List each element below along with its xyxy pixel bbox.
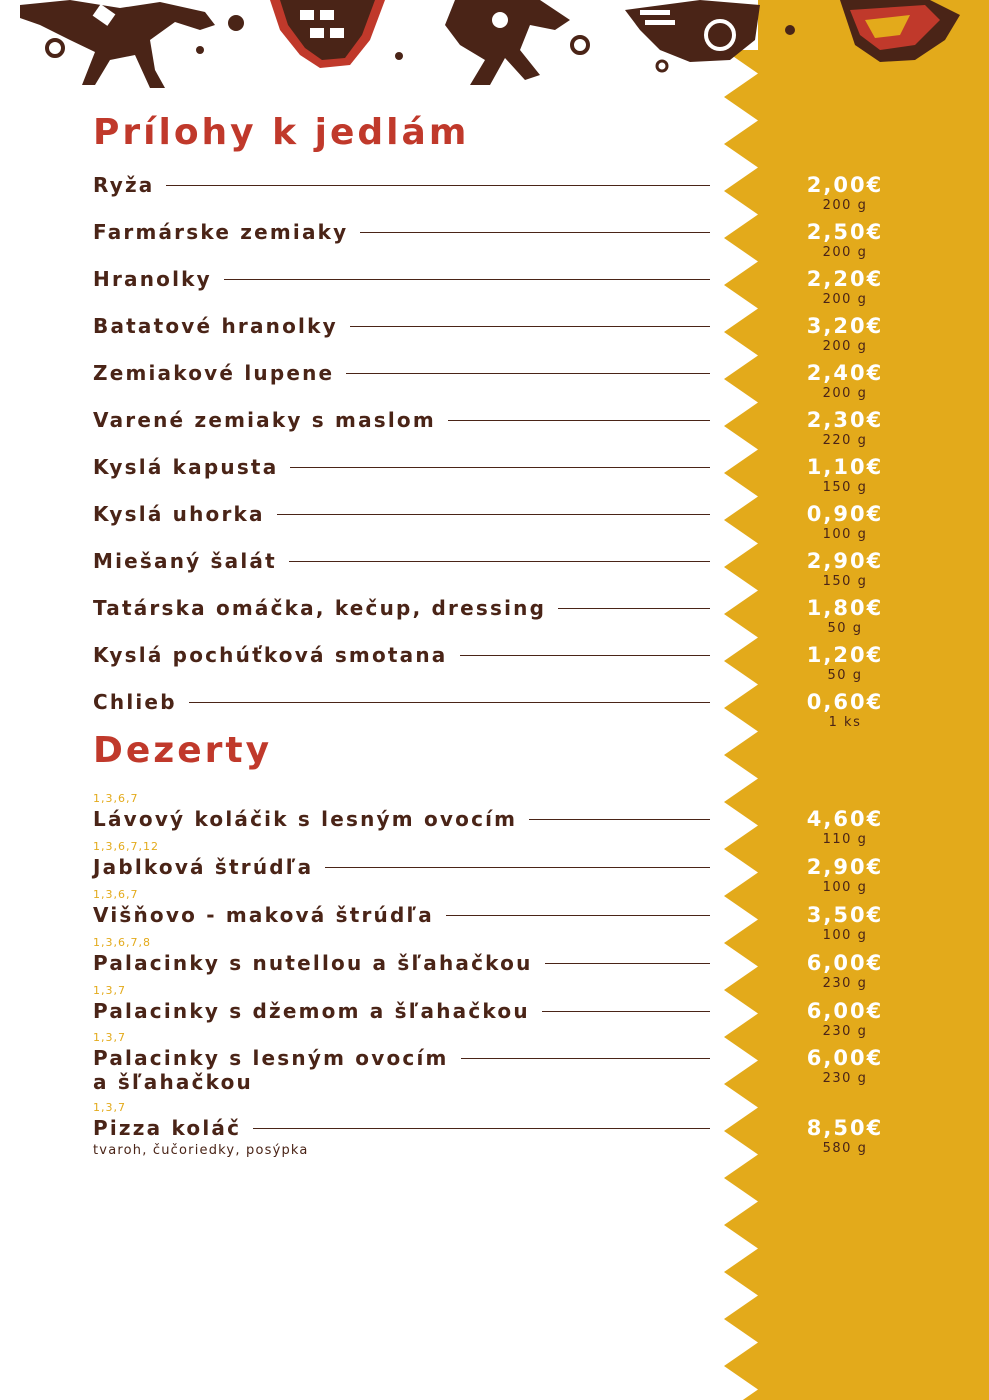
menu-item-weight: 50 g xyxy=(827,668,863,683)
dessert-item-row xyxy=(93,1101,710,1158)
menu-item-weight: 150 g xyxy=(822,480,868,495)
menu-item-price-block xyxy=(780,595,910,637)
menu-item-price-block xyxy=(780,454,910,496)
menu-item-line xyxy=(93,407,710,433)
leader-line xyxy=(166,185,710,186)
menu-item-line xyxy=(93,172,710,198)
menu-item-weight: 220 g xyxy=(822,433,868,448)
leader-line xyxy=(325,867,710,868)
menu-item-price: 1,80€ xyxy=(806,596,884,620)
menu-item-row xyxy=(93,266,710,292)
menu-item-price-block xyxy=(780,548,910,590)
leader-line xyxy=(446,915,710,916)
leader-line xyxy=(460,655,711,656)
dessert-item-price: 6,00€ xyxy=(806,1046,884,1070)
menu-item-line xyxy=(93,219,710,245)
leader-line xyxy=(277,514,710,515)
dessert-item-row xyxy=(93,840,710,880)
menu-item-row xyxy=(93,360,710,386)
menu-item-name: Chlieb xyxy=(93,690,177,714)
menu-item-price: 2,90€ xyxy=(806,549,884,573)
dot-icon xyxy=(572,37,588,53)
dot-icon xyxy=(657,61,667,71)
allergen-codes: 1,3,7 xyxy=(93,984,126,997)
menu-item-weight: 200 g xyxy=(822,245,868,260)
dessert-item-weight: 230 g xyxy=(822,976,868,991)
menu-item-price-block xyxy=(780,407,910,449)
allergen-codes: 1,3,6,7,8 xyxy=(93,936,151,949)
leader-line xyxy=(558,608,710,609)
lizard-icon xyxy=(445,0,570,85)
menu-item-row xyxy=(93,407,710,433)
leader-line xyxy=(529,819,710,820)
menu-item-weight: 200 g xyxy=(822,339,868,354)
leader-line xyxy=(253,1128,710,1129)
menu-item-line xyxy=(93,501,710,527)
dot-icon xyxy=(395,52,403,60)
menu-item-price-block xyxy=(780,313,910,355)
menu-item-price-block xyxy=(780,266,910,308)
dessert-item-row xyxy=(93,1031,710,1093)
dessert-item-name: Višňovo - maková štrúdľa xyxy=(93,903,434,927)
menu-item-price-block xyxy=(780,501,910,543)
menu-item-price: 2,40€ xyxy=(806,361,884,385)
menu-item-line xyxy=(93,642,710,668)
menu-item-price: 1,20€ xyxy=(806,643,884,667)
dessert-item-line xyxy=(93,998,710,1024)
dessert-item-price-block xyxy=(780,950,910,992)
dessert-item-line xyxy=(93,902,710,928)
menu-item-price: 0,90€ xyxy=(806,502,884,526)
menu-item-name: Zemiakové lupene xyxy=(93,361,335,385)
dessert-item-price: 4,60€ xyxy=(806,807,884,831)
allergen-codes: 1,3,6,7 xyxy=(93,888,139,901)
dessert-item-weight: 230 g xyxy=(822,1071,868,1086)
menu-item-weight: 200 g xyxy=(822,386,868,401)
menu-item-price-block xyxy=(780,642,910,684)
dessert-item-price-block xyxy=(780,854,910,896)
leader-line xyxy=(224,279,710,280)
menu-item-row xyxy=(93,501,710,527)
menu-item-row xyxy=(93,689,710,715)
dot-icon xyxy=(47,40,63,56)
dessert-item-name: Pizza koláč xyxy=(93,1116,242,1140)
menu-item-line xyxy=(93,689,710,715)
dessert-item-row xyxy=(93,888,710,928)
menu-item-price: 2,30€ xyxy=(806,408,884,432)
dessert-item-line xyxy=(93,1115,710,1141)
menu-item-price: 1,10€ xyxy=(806,455,884,479)
allergen-codes: 1,3,7 xyxy=(93,1101,126,1114)
dessert-item-name: Palacinky s lesným ovocím xyxy=(93,1046,449,1070)
menu-item-price-block xyxy=(780,219,910,261)
leader-line xyxy=(461,1058,710,1059)
menu-item-weight: 100 g xyxy=(822,527,868,542)
dessert-item-price: 2,90€ xyxy=(806,855,884,879)
menu-item-price: 2,20€ xyxy=(806,267,884,291)
sides-section-title: Prílohy k jedlám xyxy=(93,112,470,153)
menu-item-price: 2,50€ xyxy=(806,220,884,244)
menu-item-name: Tatárska omáčka, kečup, dressing xyxy=(93,596,547,620)
menu-item-name: Ryža xyxy=(93,173,155,197)
menu-item-row xyxy=(93,454,710,480)
dessert-item-price-block xyxy=(780,806,910,848)
bird-icon xyxy=(840,0,960,62)
menu-item-name: Kyslá kapusta xyxy=(93,455,279,479)
menu-item-row xyxy=(93,219,710,245)
dessert-item-name-line2: a šľahačkou xyxy=(93,1070,253,1094)
dessert-item-line xyxy=(93,806,710,832)
menu-item-name: Kyslá uhorka xyxy=(93,502,265,526)
menu-item-price-block xyxy=(780,172,910,214)
leader-line xyxy=(290,467,710,468)
allergen-codes: 1,3,6,7,12 xyxy=(93,840,159,853)
allergen-codes: 1,3,6,7 xyxy=(93,792,139,805)
leader-line xyxy=(350,326,710,327)
menu-item-line xyxy=(93,548,710,574)
dessert-item-description: tvaroh, čučoriedky, posýpka xyxy=(93,1143,309,1158)
menu-item-price-block xyxy=(780,360,910,402)
menu-item-price: 3,20€ xyxy=(806,314,884,338)
menu-item-name: Kyslá pochúťková smotana xyxy=(93,643,448,667)
menu-item-weight: 200 g xyxy=(822,198,868,213)
menu-item-name: Farmárske zemiaky xyxy=(93,220,349,244)
leader-line xyxy=(289,561,710,562)
dessert-item-weight: 110 g xyxy=(822,832,868,847)
dessert-item-price-block xyxy=(780,998,910,1040)
menu-item-line xyxy=(93,595,710,621)
zigzag-border xyxy=(724,50,760,1400)
dessert-item-name: Palacinky s nutellou a šľahačkou xyxy=(93,951,533,975)
dessert-item-weight: 230 g xyxy=(822,1024,868,1039)
menu-item-row xyxy=(93,548,710,574)
menu-item-line xyxy=(93,360,710,386)
dessert-item-price: 3,50€ xyxy=(806,903,884,927)
leader-line xyxy=(346,373,710,374)
menu-item-line xyxy=(93,313,710,339)
dessert-item-price-block xyxy=(780,1115,910,1157)
menu-item-name: Varené zemiaky s maslom xyxy=(93,408,436,432)
dessert-item-price-block xyxy=(780,902,910,944)
leader-line xyxy=(189,702,710,703)
menu-item-weight: 200 g xyxy=(822,292,868,307)
menu-item-row xyxy=(93,172,710,198)
menu-item-name: Miešaný šalát xyxy=(93,549,277,573)
dessert-item-weight: 100 g xyxy=(822,928,868,943)
dessert-item-name: Lávový koláčik s lesným ovocím xyxy=(93,807,518,831)
menu-item-row xyxy=(93,642,710,668)
menu-item-row xyxy=(93,313,710,339)
dessert-item-price: 6,00€ xyxy=(806,951,884,975)
menu-item-line xyxy=(93,454,710,480)
leader-line xyxy=(542,1011,710,1012)
dot-icon xyxy=(785,25,795,35)
dessert-item-line xyxy=(93,854,710,880)
menu-item-weight: 1 ks xyxy=(828,715,862,730)
desserts-section-title: Dezerty xyxy=(93,730,273,771)
menu-item-price-block xyxy=(780,689,910,731)
dot-icon xyxy=(228,15,244,31)
menu-item-price: 0,60€ xyxy=(806,690,884,714)
menu-item-row xyxy=(93,595,710,621)
leader-line xyxy=(360,232,710,233)
dessert-item-row xyxy=(93,936,710,976)
dessert-item-name: Palacinky s džemom a šľahačkou xyxy=(93,999,530,1023)
dessert-item-price: 6,00€ xyxy=(806,999,884,1023)
leader-line xyxy=(545,963,710,964)
dessert-item-line xyxy=(93,950,710,976)
dessert-item-price-block xyxy=(780,1045,910,1087)
drum-icon xyxy=(270,0,385,68)
menu-item-name: Batatové hranolky xyxy=(93,314,338,338)
dessert-item-weight: 580 g xyxy=(822,1141,868,1156)
dessert-item-row xyxy=(93,792,710,832)
menu-item-name: Hranolky xyxy=(93,267,212,291)
allergen-codes: 1,3,7 xyxy=(93,1031,126,1044)
dessert-item-row xyxy=(93,984,710,1024)
menu-item-weight: 50 g xyxy=(827,621,863,636)
tribal-decoration-banner xyxy=(0,0,989,95)
dot-icon xyxy=(196,46,204,54)
dessert-item-line xyxy=(93,1045,710,1071)
dessert-item-price: 8,50€ xyxy=(806,1116,884,1140)
mask-icon xyxy=(625,0,760,62)
menu-item-price: 2,00€ xyxy=(806,173,884,197)
menu-item-line xyxy=(93,266,710,292)
leader-line xyxy=(448,420,710,421)
dessert-item-weight: 100 g xyxy=(822,880,868,895)
menu-item-weight: 150 g xyxy=(822,574,868,589)
dessert-item-name: Jablková štrúdľa xyxy=(93,855,314,879)
